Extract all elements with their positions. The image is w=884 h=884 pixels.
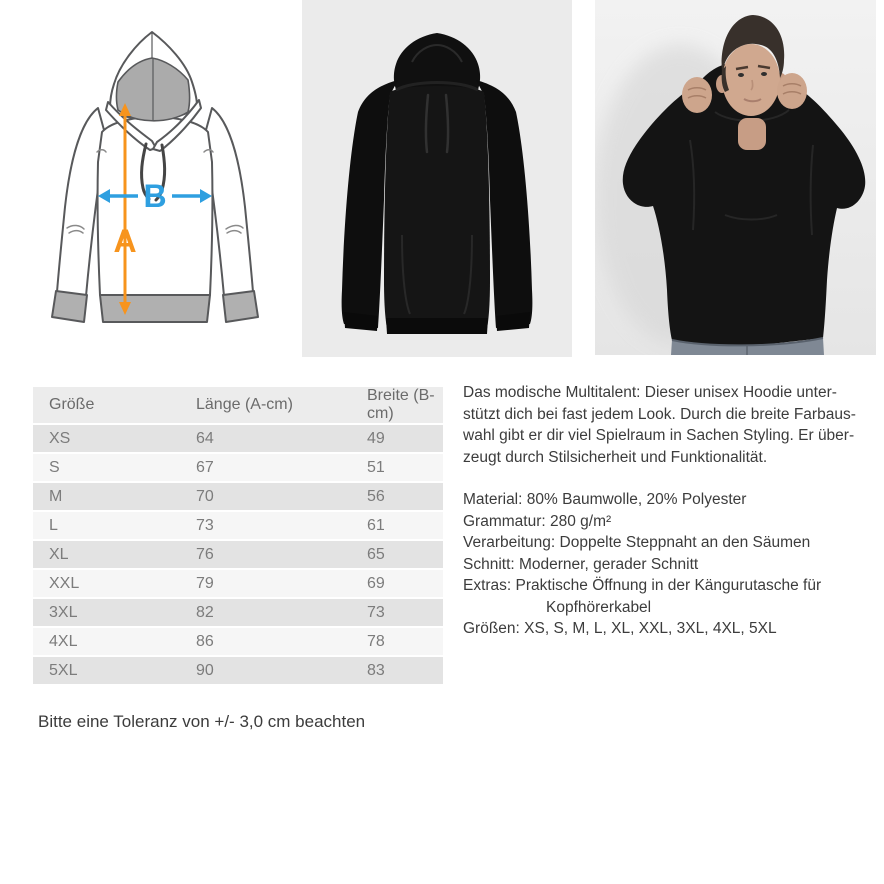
col-header-groesse: Größe (33, 387, 180, 425)
product-description (463, 382, 875, 640)
table-cell: 64 (180, 425, 351, 454)
description-line: Das modische Multitalent: Dieser unisex Hoodie unter- (463, 384, 837, 401)
table-cell: 79 (180, 570, 351, 599)
tolerance-note: Bitte eine Toleranz von +/- 3,0 cm beachten (38, 712, 366, 731)
man-wearing-hoodie-icon (595, 0, 876, 355)
description-line: stützt dich bei fast jedem Look. Durch die breite Farbaus- (463, 405, 856, 423)
black-hoodie-front-icon (302, 0, 572, 357)
table-row (33, 483, 443, 512)
size-table-header-row (33, 387, 443, 425)
table-cell: 82 (180, 599, 351, 628)
description-line: zeugt durch Stilsicherheit und Funktionalität. (463, 448, 768, 466)
table-cell: 49 (351, 425, 443, 454)
detail-extras-continued: Kopfhörerkabel (546, 598, 652, 616)
size-table-body (33, 425, 443, 686)
table-row (33, 628, 443, 657)
hoodie-line-drawing-icon (40, 12, 268, 348)
table-cell: 3XL (33, 599, 180, 628)
table-cell: 73 (180, 512, 351, 541)
table-cell: 51 (351, 454, 443, 483)
table-row (33, 657, 443, 686)
table-row (33, 425, 443, 454)
detail-schnitt: Schnitt: Moderner, gerader Schnitt (463, 555, 699, 573)
table-row (33, 541, 443, 570)
table-cell: XL (33, 541, 180, 570)
table-cell: 4XL (33, 628, 180, 657)
description-intro (463, 382, 875, 468)
detail-grammatur: Grammatur: 280 g/m² (463, 512, 612, 530)
table-cell: 65 (351, 541, 443, 570)
table-cell: 5XL (33, 657, 180, 686)
table-cell: XS (33, 425, 180, 454)
size-diagram-image (40, 12, 268, 348)
table-cell: S (33, 454, 180, 483)
col-header-breite: Breite (B-cm) (351, 387, 443, 425)
measure-label-a: A (113, 223, 137, 259)
table-cell: XXL (33, 570, 180, 599)
table-cell: 61 (351, 512, 443, 541)
detail-groessen: Größen: XS, S, M, L, XL, XXL, 3XL, 4XL, 5XL (463, 620, 777, 637)
measure-label-b: B (143, 178, 167, 214)
table-cell: 73 (351, 599, 443, 628)
detail-material: Material: 80% Baumwolle, 20% Polyester (463, 491, 747, 508)
table-row (33, 454, 443, 483)
description-line: wahl gibt er dir viel Spielraum in Sachen Styling. Er über- (463, 427, 855, 444)
detail-verarbeitung: Verarbeitung: Doppelte Steppnaht an den Säumen (463, 534, 811, 551)
table-row (33, 512, 443, 541)
table-cell: M (33, 483, 180, 512)
model-photo (595, 0, 876, 355)
table-cell: 86 (180, 628, 351, 657)
detail-extras: Extras: Praktische Öffnung in der Kängurutasche für (463, 577, 822, 594)
table-cell: 90 (180, 657, 351, 686)
product-photo (302, 0, 572, 357)
table-cell: 69 (351, 570, 443, 599)
table-cell: 70 (180, 483, 351, 512)
size-table (33, 387, 443, 686)
table-row (33, 599, 443, 628)
table-cell: 67 (180, 454, 351, 483)
table-cell: 83 (351, 657, 443, 686)
col-header-laenge: Länge (A-cm) (180, 387, 351, 425)
table-cell: 78 (351, 628, 443, 657)
table-cell: 56 (351, 483, 443, 512)
table-cell: 76 (180, 541, 351, 570)
table-row (33, 570, 443, 599)
description-details (463, 489, 875, 640)
table-cell: L (33, 512, 180, 541)
